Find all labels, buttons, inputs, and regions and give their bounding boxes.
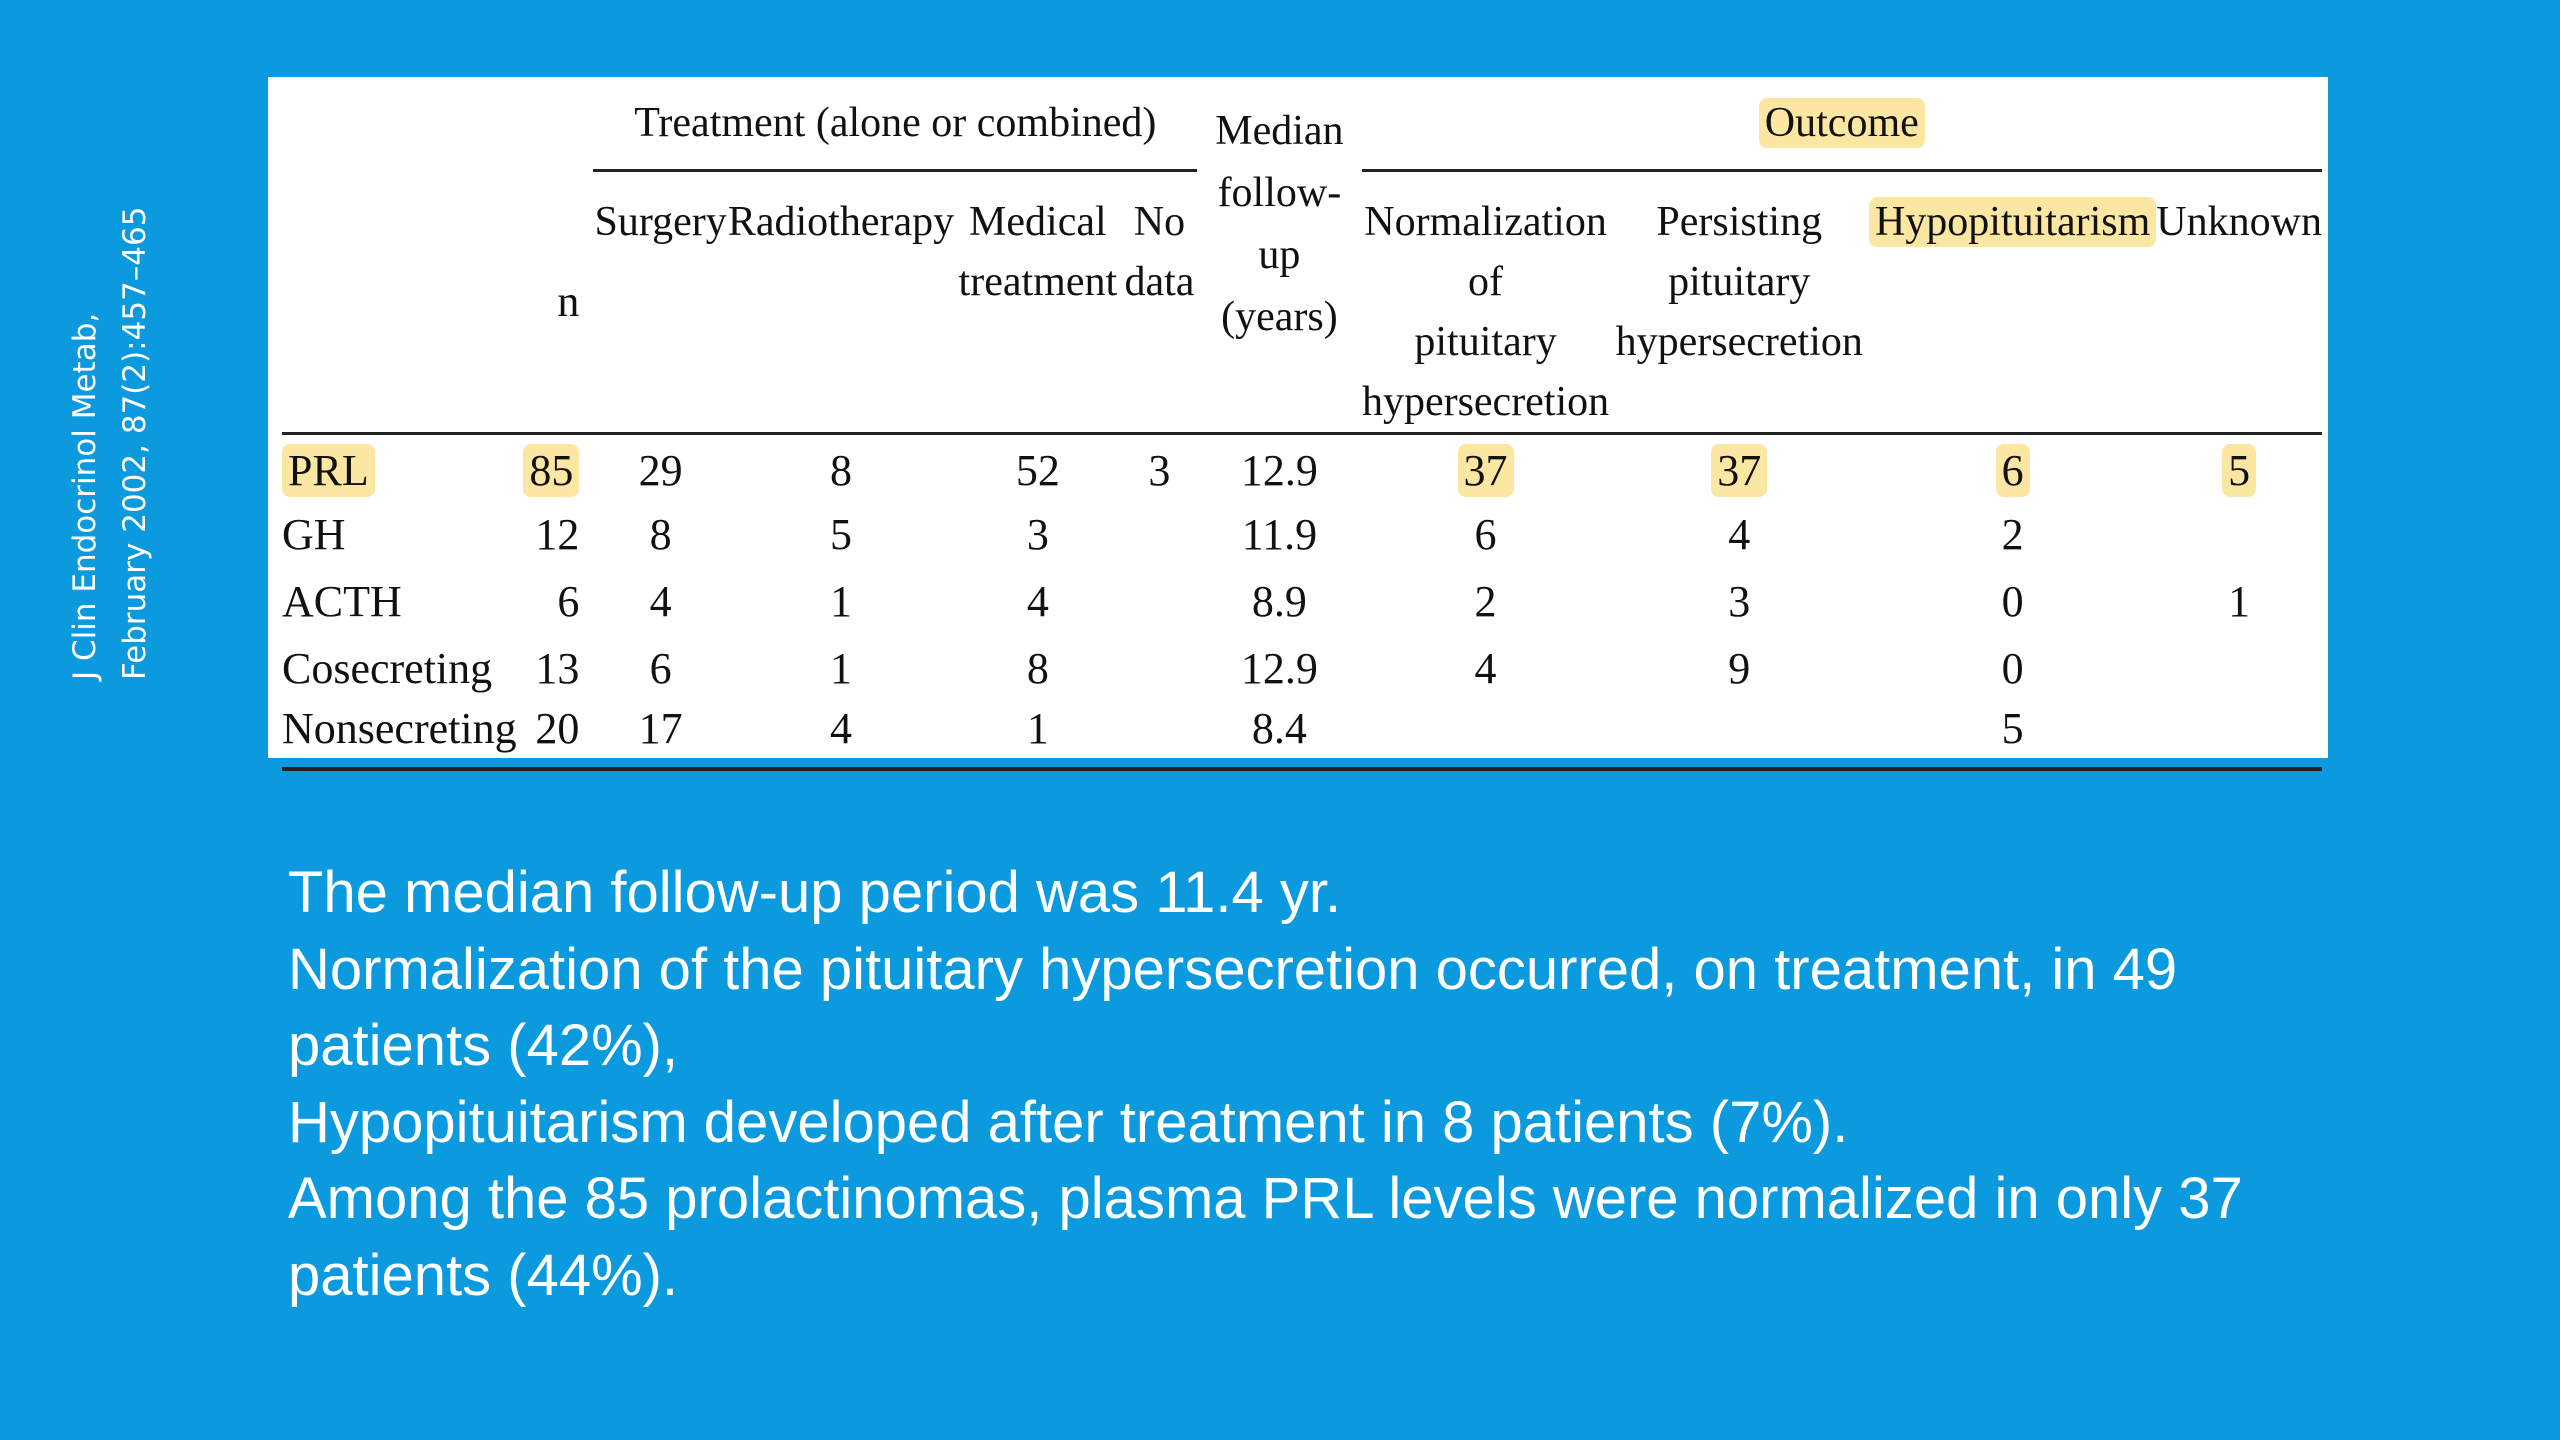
medical-treatment-header	[954, 171, 1122, 434]
median-line-2: follow-up	[1217, 169, 1342, 278]
no-data-cell	[1122, 702, 1198, 769]
medical-cell: 8	[1026, 643, 1049, 693]
row-label: GH	[282, 509, 346, 559]
no-data-header	[1122, 171, 1198, 434]
n-header: n	[517, 171, 594, 434]
unknown-header: Unknown	[2156, 171, 2322, 434]
normalization-value: 37	[1458, 444, 1514, 497]
summary-line-hypopituitarism: Hypopituitarism developed after treatment in 8 patients (7%).	[288, 1089, 1849, 1155]
normalization-cell: 6	[1474, 509, 1497, 559]
citation-journal: J Clin Endocrinol Metab,	[67, 312, 103, 680]
row-label-cell	[282, 434, 517, 501]
normalization-line-3: hypersecretion	[1361, 379, 1610, 425]
row-label: Cosecreting	[282, 643, 493, 693]
persisting-cell	[1610, 702, 1869, 769]
row-label: ACTH	[282, 576, 402, 626]
summary-line-normalization: Normalization of the pituitary hypersecretion occurred, on treatment, in 49 patients (42%),	[288, 936, 2178, 1078]
treatment-group-header: Treatment (alone or combined)	[593, 77, 1197, 171]
medical-cell: 3	[1026, 509, 1049, 559]
n-cell: 20	[517, 702, 594, 769]
n-cell: 6	[557, 576, 580, 626]
unknown-cell	[2156, 434, 2322, 501]
median-line-3: (years)	[1221, 293, 1338, 340]
citation-date: February 2002, 87(2):457–465	[117, 206, 153, 680]
table-panel	[268, 77, 2328, 758]
citation-sidebar	[60, 160, 190, 700]
median-cell: 11.9	[1241, 509, 1318, 559]
normalization-line-1: Normalization of	[1364, 199, 1607, 305]
hypopituitarism-cell: 0	[2001, 643, 2024, 693]
hypopituitarism-cell	[1869, 434, 2156, 501]
row-label: PRL	[282, 444, 375, 497]
radiotherapy-cell: 5	[829, 509, 852, 559]
surgery-cell: 17	[593, 702, 727, 769]
label-header	[282, 171, 517, 434]
surgery-cell: 4	[649, 576, 672, 626]
corner-cell	[282, 77, 517, 171]
table-row	[282, 434, 2322, 501]
medical-cell: 1	[954, 702, 1122, 769]
n-cell: 13	[535, 643, 580, 693]
table-row	[282, 568, 2322, 635]
hypopituitarism-cell: 2	[2001, 509, 2024, 559]
table-row	[282, 501, 2322, 568]
surgery-cell: 8	[649, 509, 672, 559]
persisting-line-2: hypersecretion	[1615, 319, 1863, 365]
hypopituitarism-value: 6	[1996, 444, 2030, 497]
no-data-cell	[1122, 568, 1198, 635]
median-cell: 12.9	[1240, 643, 1318, 693]
median-followup-header	[1197, 77, 1361, 434]
table-row	[282, 635, 2322, 702]
radiotherapy-cell: 8	[829, 446, 852, 496]
radiotherapy-cell: 1	[829, 576, 852, 626]
hypopituitarism-cell: 0	[2001, 576, 2024, 626]
medical-line-1: Medical	[969, 199, 1107, 245]
citation-text	[60, 207, 160, 680]
no-data-cell	[1122, 501, 1198, 568]
median-cell: 8.4	[1197, 702, 1361, 769]
summary-line-followup: The median follow-up period was 11.4 yr.	[288, 860, 1342, 925]
persisting-value: 37	[1711, 444, 1767, 497]
median-cell: 12.9	[1240, 446, 1318, 496]
no-data-cell	[1122, 635, 1198, 702]
outcome-table	[282, 77, 2322, 771]
persisting-header	[1610, 171, 1869, 434]
normalization-line-2: pituitary	[1414, 319, 1557, 365]
unknown-cell	[2156, 635, 2322, 702]
surgery-cell: 29	[638, 446, 683, 496]
n-cell: 12	[535, 509, 580, 559]
outcome-header-label: Outcome	[1759, 98, 1925, 148]
summary-line-prolactinomas: Among the 85 prolactinomas, plasma PRL levels were normalized in only 37 patients (44%).	[288, 1166, 2243, 1308]
normalization-header	[1362, 171, 1610, 434]
no-data-cell: 3	[1148, 446, 1171, 496]
no-data-line-1: No	[1133, 199, 1186, 245]
table-row	[282, 702, 2322, 769]
surgery-header: Surgery	[593, 171, 727, 434]
hypopituitarism-header	[1869, 171, 2156, 434]
persisting-cell: 3	[1728, 576, 1751, 626]
n-cell	[517, 434, 594, 501]
radiotherapy-cell: 4	[728, 702, 954, 769]
summary-text	[288, 855, 2388, 1314]
unknown-cell: 1	[2228, 576, 2251, 626]
unknown-cell	[2156, 702, 2322, 769]
row-label: Nonsecreting	[282, 702, 517, 769]
radiotherapy-cell: 1	[829, 643, 852, 693]
hypopituitarism-header-label: Hypopituitarism	[1869, 197, 2156, 247]
persisting-cell: 9	[1728, 643, 1751, 693]
medical-cell: 52	[1015, 446, 1060, 496]
medical-line-2: treatment	[958, 259, 1118, 305]
median-cell: 8.9	[1251, 576, 1307, 626]
persisting-cell	[1610, 434, 1869, 501]
persisting-line-1: Persisting pituitary	[1656, 199, 1823, 305]
median-line-1: Median	[1215, 107, 1344, 154]
radiotherapy-header: Radiotherapy	[728, 171, 954, 434]
normalization-cell: 4	[1474, 643, 1497, 693]
unknown-value: 5	[2222, 444, 2256, 497]
normalization-cell: 2	[1474, 576, 1497, 626]
no-data-line-2: data	[1124, 259, 1195, 305]
n-spacer	[517, 77, 594, 171]
unknown-cell	[2156, 501, 2322, 568]
persisting-cell: 4	[1728, 509, 1751, 559]
surgery-cell: 6	[649, 643, 672, 693]
n-value: 85	[523, 444, 579, 497]
medical-cell: 4	[1026, 576, 1049, 626]
hypopituitarism-cell: 5	[1869, 702, 2156, 769]
normalization-cell	[1362, 702, 1610, 769]
outcome-group-header	[1362, 77, 2322, 171]
normalization-cell	[1362, 434, 1610, 501]
